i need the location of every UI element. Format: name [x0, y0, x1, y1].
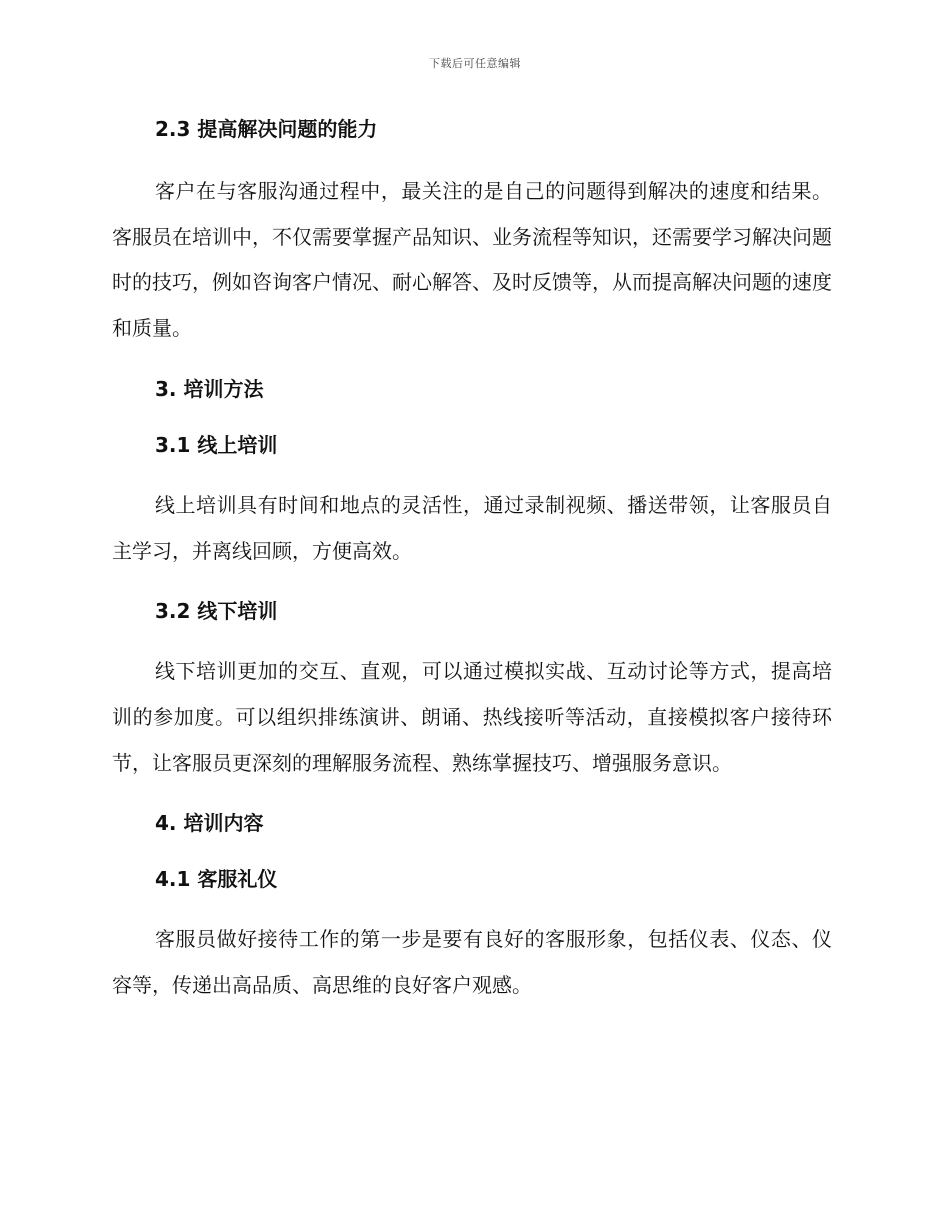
heading-2-3: 2.3 提高解决问题的能力: [155, 117, 378, 141]
heading-3-2: 3.2 线下培训: [155, 599, 278, 624]
paragraph-4-1: 客服员做好接待工作的第一步是要有良好的客服形象，包括仪表、仪态、仪容等，传递出高品质、高思维的良好客户观感。: [112, 927, 832, 998]
paragraph-3-2: 线下培训更加的交互、直观，可以通过模拟实战、互动讨论等方式，提高培训的参加度。可以组织排练演讲、朗诵、热线接听等活动，直接模拟客户接待环节，让客服员更深刻的理解服务流程、熟练掌握技巧、增强服务意识。: [112, 659, 832, 775]
heading-3: 3. 培训方法: [155, 376, 264, 401]
heading-4-1: 4.1 客服礼仪: [155, 867, 278, 892]
paragraph-2-3: 客户在与客服沟通过程中，最关注的是自己的问题得到解决的速度和结果。客服员在培训中，不仅需要掌握产品知识、业务流程等知识，还需要学习解决问题时的技巧，例如咨询客户情况、耐心解答、及时反馈等，从而提高解决问题的速度和质量。: [112, 179, 832, 341]
header-note: 下载后可任意编辑: [429, 57, 521, 70]
paragraph-3-1: 线上培训具有时间和地点的灵活性，通过录制视频、播送带领，让客服员自主学习，并离线回顾，方便高效。: [112, 492, 832, 563]
document-body: [112, 108, 832, 1009]
heading-3-1: 3.1 线上培训: [155, 432, 278, 457]
heading-4: 4. 培训内容: [155, 811, 264, 836]
